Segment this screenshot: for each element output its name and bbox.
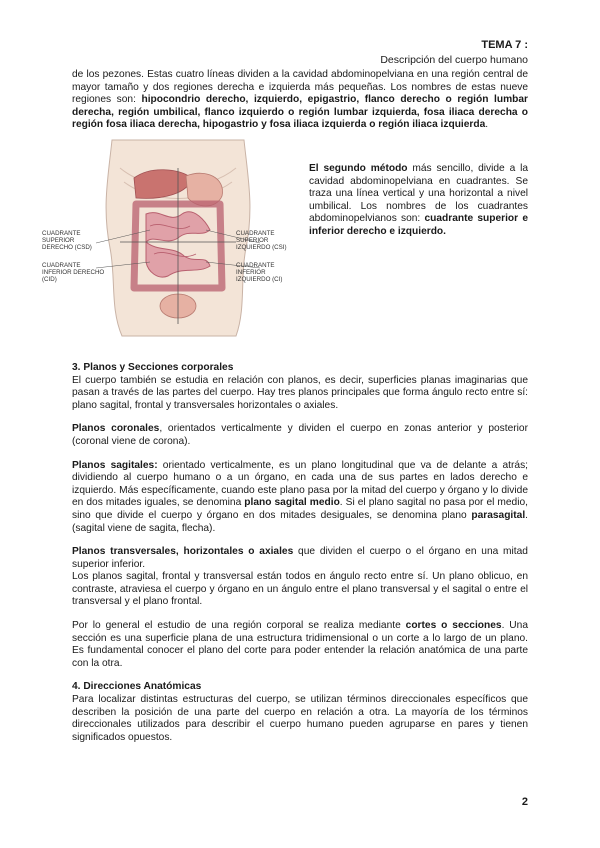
transversal-paragraph: Planos transversales, horizontales o axiales que dividen el cuerpo o el órgano en una mitad superior inferior. xyxy=(72,546,528,570)
oblique-paragraph: Los planos sagital, frontal y transversal están todos en ángulo recto entre sí. Un plano oblicuo, en contraste, atraviesa el cuerpo y órgano en un ángulo entre el plano transversal y el sagital o entre el transversal y el plano frontal. xyxy=(72,571,528,608)
page-number: 2 xyxy=(521,796,528,808)
label-cid: CUADRANTE INFERIOR DERECHO (CID) xyxy=(42,261,105,283)
page-header xyxy=(380,38,528,68)
topic-subtitle: Descripción del cuerpo humano xyxy=(380,54,528,66)
sagital-paragraph: Planos sagitales: orientado verticalmente, es un plano longitudinal que va de delante a atrás; dividiendo al cuerpo humano o a un órgano, en cada una de sus partes en lados derecho e izquierdo. Más específicamente, cuando este plano pasa por la mitad del cuerpo y órgano y lo divide en dos mitades iguales, se denomina plano sagital medio. Si el plano sagital no pasa por el medio, sino que divide el cuerpo y órgano en dos mitades desiguales, se denomina plano parasagital. (sagital viene de sagita, flecha). xyxy=(72,459,528,534)
section3-intro: El cuerpo también se estudia en relación con planos, es decir, superficies planas imaginarias que pasan a través de las partes del cuerpo. Hay tres planos principales que forma ángulo recto entre sí: plano sagital, frontal y transversales horizontales o axiales. xyxy=(72,374,528,411)
label-csd: CUADRANTE SUPERIOR DERECHO (CSD) xyxy=(42,229,92,251)
second-method-paragraph: El segundo método más sencillo, divide a la cavidad abdominopelviana en cuadrantes. Se traza una línea vertical y una horizontal a nivel umbilical. Los nombres de los cuadrantes abdominopelvianos son: cuadrante superior e inferior derecho e izquierdo. xyxy=(309,162,528,237)
figure-row xyxy=(42,138,528,348)
coronal-paragraph: Planos coronales, orientados verticalmente y dividen el cuerpo en zonas anterior y posterior (coronal viene de corona). xyxy=(72,423,528,447)
topic-title: TEMA 7 : xyxy=(481,39,528,51)
section3-heading: 3. Planos y Secciones corporales xyxy=(72,361,234,373)
section4-paragraph: Para localizar distintas estructuras del cuerpo, se utilizan términos direccionales específicos que describen la posición de una parte del cuerpo en relación a otra. La mayoría de los términos direccionales utilizados para describir el cuerpo humano pueden agruparse en pares y tienen significados opuestos. xyxy=(72,694,528,743)
label-csi: CUADRANTE SUPERIOR IZQUIERDO (CSI) xyxy=(236,229,287,251)
abdominal-quadrants-figure xyxy=(42,138,300,338)
intro-paragraph: de los pezones. Estas cuatro líneas dividen a la cavidad abdominopelviana en una región central de mayor tamaño y dos regiones derecha e izquierda más pequeñas. Los nombres de estas nueve regiones son: hipocondrio derecho, izquierdo, epigastrio, flanco derecho o región lumbar derecha, región umbilical, flanco izquierdo o región lumbar izquierda, fosa iliaca derecha o región fosa iliaca derecha, hipogastrio y fosa iliaca izquierda o región iliaca izquierda. xyxy=(72,69,529,131)
document-body xyxy=(42,69,529,744)
label-ci: CUADRANTE INFERIOR IZQUIERDO (CI) xyxy=(236,261,283,283)
sections-paragraph: Por lo general el estudio de una región corporal se realiza mediante cortes o secciones. Una sección es una superficie plana de una estructura tridimensional o un corte a lo largo de un plano. Es fundamental conocer el plano del corte para poder entender la relación anatómica de una parte con la otra. xyxy=(72,620,528,669)
section4-heading: 4. Direcciones Anatómicas xyxy=(72,681,202,693)
